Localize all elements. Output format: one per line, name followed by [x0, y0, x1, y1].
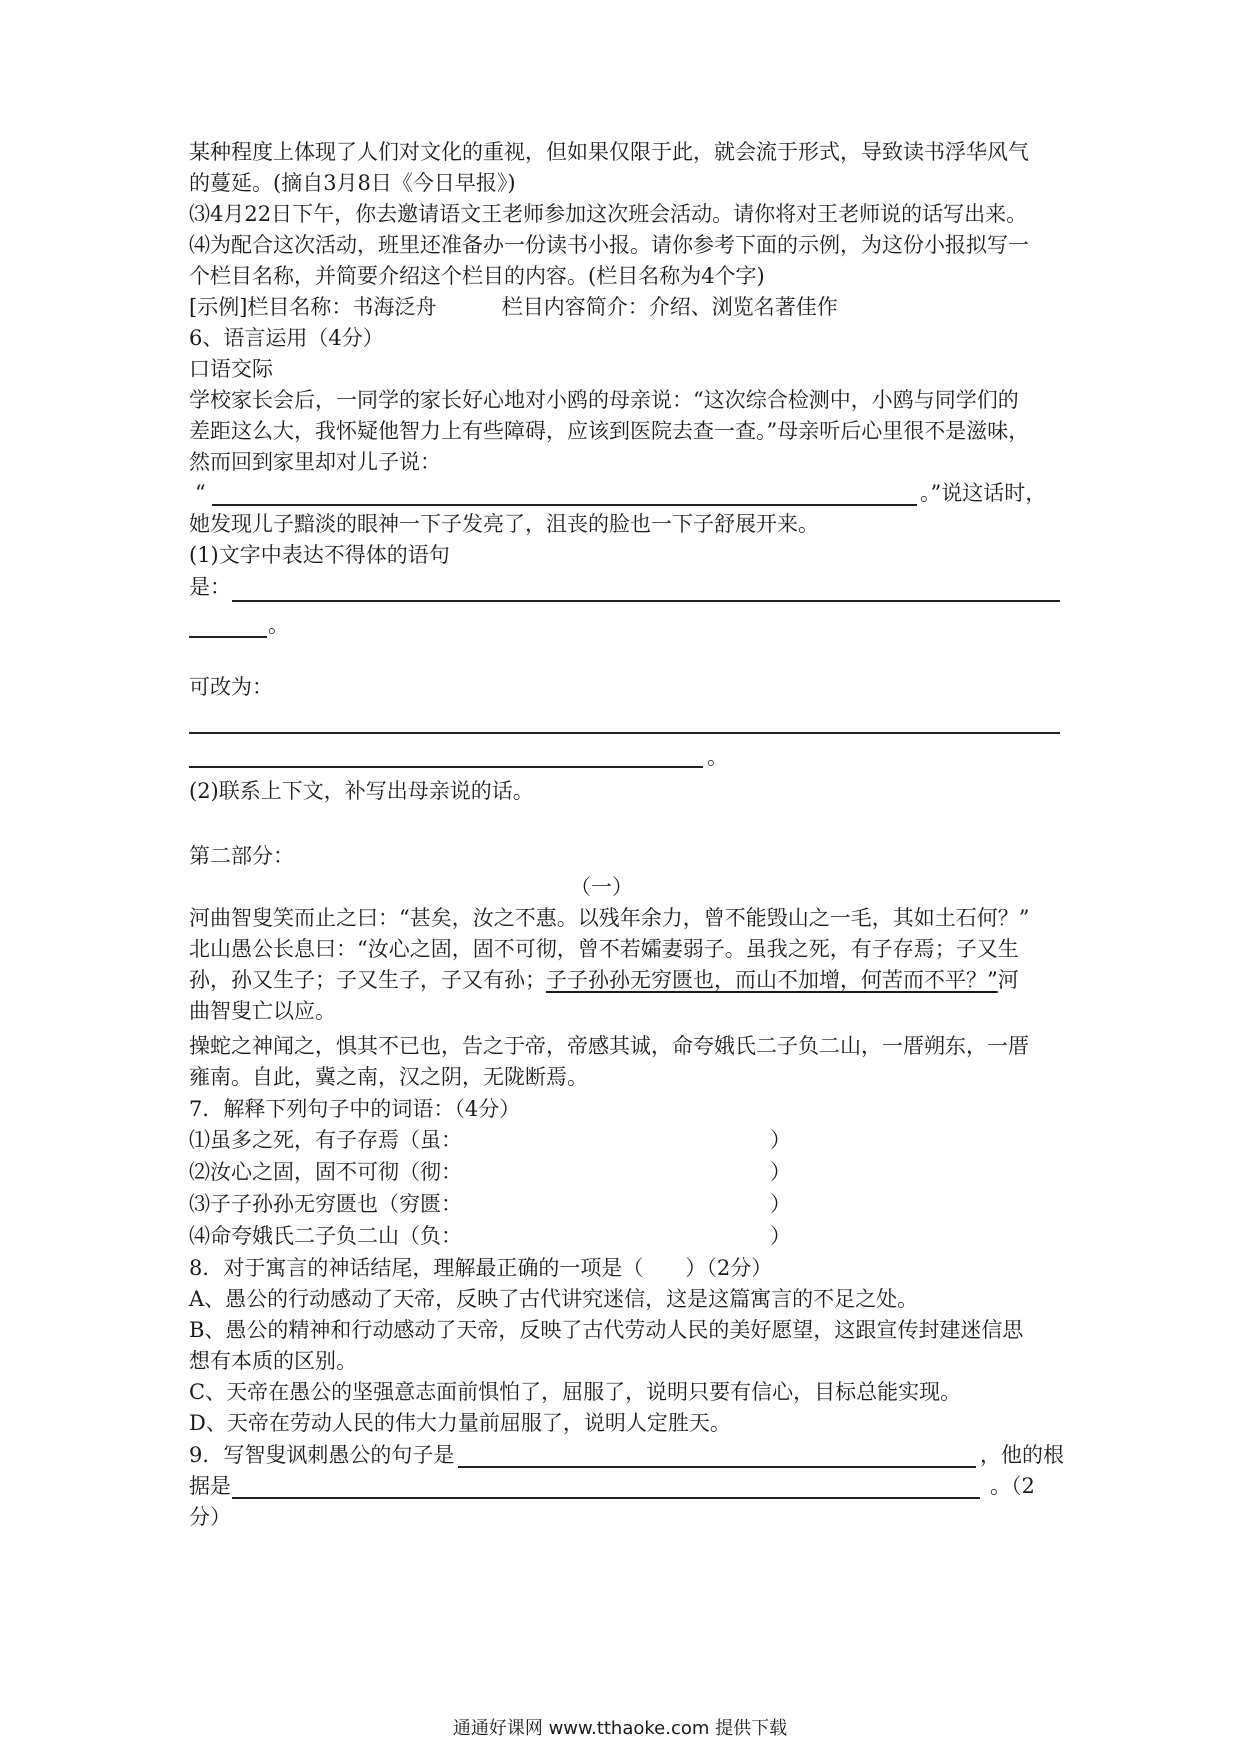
- question-6-subtitle: 口语交际: [189, 357, 273, 381]
- period: 。: [268, 613, 289, 637]
- text-line: 学校家长会后，一同学的家长好心地对小鸥的母亲说：“这次综合检测中，小鸥与同学们的: [189, 388, 1019, 412]
- passage-line: 曲智叟亡以应。: [189, 999, 336, 1023]
- option-b: B、愚公的精神和行动感动了天帝，反映了古代劳动人民的美好愿望，这跟宣传封建迷信思: [189, 1318, 1024, 1342]
- label: 可改为：: [189, 675, 273, 699]
- option-b-cont: 想有本质的区别。: [189, 1349, 357, 1373]
- text-line: 个栏目名称，并简要介绍这个栏目的内容。(栏目名称为4个字): [189, 264, 765, 288]
- passage-line: 孙，孙又生子；子又生子，子又有孙；子子孙孙无穷匮也，而山不加增，何苦而不平？”河: [189, 968, 1019, 992]
- question-8-title: 8．对于寓言的神话结尾，理解最正确的一项是（ ）（2分）: [189, 1256, 773, 1280]
- close-paren: ）: [770, 1192, 791, 1216]
- sub-question-2: (2)联系上下文，补写出母亲说的话。: [189, 779, 534, 803]
- period: 。: [707, 745, 728, 769]
- underlined-sentence: 子子孙孙无穷匮也，而山不加增，何苦而不平？”: [546, 968, 998, 992]
- text-line: 的蔓延。(摘自3月8日《今日早报》): [189, 171, 516, 195]
- passage-line: 北山愚公长息曰：“汝心之固，固不可彻，曾不若孀妻弱子。虽我之死，有子存焉；子又生: [189, 937, 1019, 961]
- answer-blank[interactable]: [232, 1497, 980, 1499]
- text-fragment: 据是: [189, 1474, 231, 1498]
- quote-open: “: [195, 481, 206, 505]
- answer-blank[interactable]: [212, 504, 917, 506]
- text-line: 差距这么大，我怀疑他智力上有些障碍，应该到医院去查一查。”母亲听后心里很不是滋味，: [189, 419, 1030, 443]
- question-4: ⑷为配合这次活动，班里还准备办一份读书小报。请你参考下面的示例，为这份小报拟写一: [189, 233, 1029, 257]
- section-number: （一）: [570, 875, 633, 899]
- label: 是：: [189, 575, 231, 599]
- question-7-item: ⑶子子孙孙无穷匮也（穷匮：: [189, 1192, 462, 1216]
- question-7-title: 7．解释下列句子中的词语：（4分）: [189, 1097, 521, 1121]
- part-heading: 第二部分：: [189, 844, 294, 868]
- answer-blank[interactable]: [189, 766, 703, 768]
- quote-close: 。”说这话时，: [920, 481, 1047, 505]
- example-name: [示例]栏目名称：书海泛舟: [189, 295, 437, 319]
- close-paren: ）: [770, 1128, 791, 1152]
- sub-question-1: (1)文字中表达不得体的语句: [189, 543, 450, 567]
- option-d: D、天帝在劳动人民的伟大力量前屈服了，说明人定胜天。: [189, 1411, 731, 1435]
- close-paren: ）: [770, 1160, 791, 1184]
- question-7-item: ⑴虽多之死，有子存焉（虽：: [189, 1128, 462, 1152]
- example-desc: 栏目内容简介：介绍、浏览名著佳作: [501, 295, 838, 319]
- close-paren: ）: [770, 1224, 791, 1248]
- text-fragment: 分）: [189, 1505, 231, 1529]
- answer-blank[interactable]: [189, 636, 267, 638]
- page-footer: 通通好课网 www.tthaoke.com 提供下载: [452, 1718, 788, 1739]
- passage-line: 河曲智叟笑而止之曰：“甚矣，汝之不惠。以残年余力，曾不能毁山之一毛，其如土石何？”: [189, 906, 1030, 930]
- text-fragment: 。（2: [990, 1474, 1035, 1498]
- passage-line: 雍南。自此，冀之南，汉之阴，无陇断焉。: [189, 1065, 588, 1089]
- question-6-title: 6、语言运用（4分）: [189, 326, 384, 350]
- text-line: 然而回到家里却对儿子说：: [189, 450, 441, 474]
- answer-blank[interactable]: [232, 600, 1060, 602]
- question-7-item: ⑵汝心之固，固不可彻（彻：: [189, 1160, 462, 1184]
- option-a: A、愚公的行动感动了天帝，反映了古代讲究迷信，这是这篇寓言的不足之处。: [189, 1287, 919, 1311]
- passage-line: 操蛇之神闻之，惧其不已也，告之于帝，帝感其诚，命夸娥氏二子负二山，一厝朔东，一厝: [189, 1034, 1029, 1058]
- text-fragment: ，他的根: [980, 1443, 1064, 1467]
- answer-blank[interactable]: [189, 732, 1060, 734]
- text-line: 某种程度上体现了人们对文化的重视，但如果仅限于此，就会流于形式，导致读书浮华风气: [189, 140, 1029, 164]
- option-c: C、天帝在愚公的坚强意志面前惧怕了，屈服了，说明只要有信心，目标总能实现。: [189, 1380, 962, 1404]
- answer-blank[interactable]: [458, 1466, 976, 1468]
- question-7-item: ⑷命夸娥氏二子负二山（负：: [189, 1224, 462, 1248]
- text-line: 她发现儿子黯淡的眼神一下子发亮了，沮丧的脸也一下子舒展开来。: [189, 512, 819, 536]
- question-9: 9．写智叟讽刺愚公的句子是: [189, 1443, 455, 1467]
- question-3: ⑶4月22日下午，你去邀请语文王老师参加这次班会活动。请你将对王老师说的话写出来。: [189, 202, 1028, 226]
- example-line: [189, 292, 838, 322]
